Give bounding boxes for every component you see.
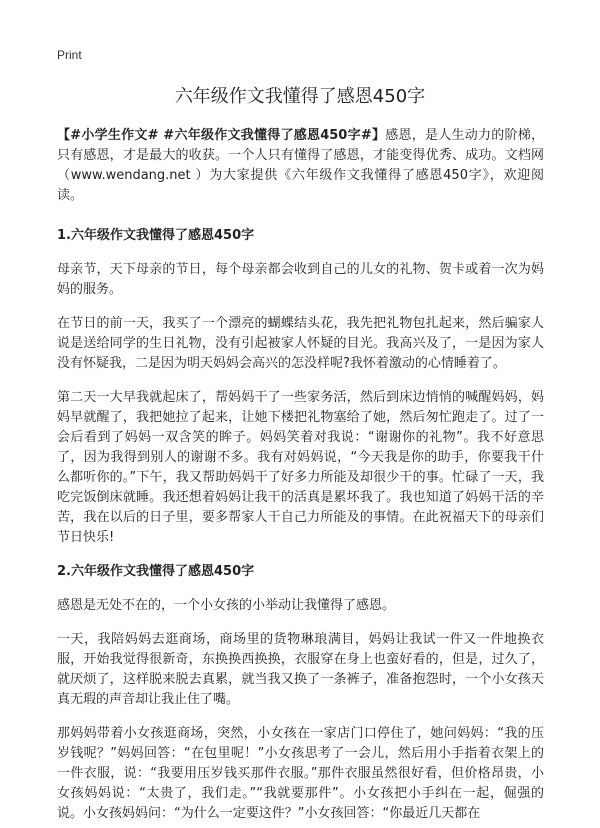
print-link[interactable]: Print (57, 48, 82, 62)
section-1-paragraph: 第二天一大早我就起床了，帮妈妈干了一些家务活，然后到床边悄悄的喊醒妈妈，妈妈早就醒了，我把她拉了起来，让她下楼把礼物塞给了她，然后匆忙跑走了。过了一会后看到了妈妈一双含笑的眸子。妈妈笑着对我说：“谢谢你的礼物”。我不好意思了，因为我得到别人的谢谢不多。我有对妈妈说，“今天我是你的助手，你要我干什么都听你的。”下午，我又帮助妈妈干了好多力所能及却很少干的事。忙碌了一天，我吃完饭倒床就睡。我还想着妈妈让我干的活真是累坏我了。我也知道了妈妈干活的辛苦，我在以后的日子里，要多帮家人干自己力所能及的事情。在此祝福天下的母亲们节日快乐! (57, 390, 544, 545)
section-2-paragraph: 那妈妈带着小女孩逛商场，突然，小女孩在一家店门口停住了，她问妈妈：“我的压岁钱呢？”妈妈回答：“在包里呢！”小女孩思考了一会儿，然后用小手指着衣架上的一件衣服，说：“我要用压岁钱买那件衣服。”那件衣服虽然很好看，但价格昂贵，小女孩妈妈说：“太贵了，我们走。”“我就要那件”。小女孩把小手纠在一起，倔强的说。小女孩妈妈问：“为什么一定要这件？”小女孩回答：“你最近几天都在 (57, 726, 544, 821)
section-1-heading: 1.六年级作文我懂得了感恩450字 (57, 228, 255, 243)
section-2-heading: 2.六年级作文我懂得了感恩450字 (57, 564, 255, 579)
intro-tag: 【#小学生作文# #六年级作文我懂得了感恩450字#】 (57, 128, 386, 143)
section-1-paragraph: 母亲节，天下母亲的节日，每个母亲都会收到自己的儿女的礼物、贺卡或着一次为妈妈的服务。 (57, 262, 544, 297)
section-2-paragraph: 一天，我陪妈妈去逛商场，商场里的货物琳琅满目，妈妈让我试一件又一件地换衣服，开始我觉得很新奇，东换换西换换，衣服穿在身上也蛮好看的，但是，过久了，就厌烦了，这样脱来脱去真累，就当我又换了一条裤子，准备抱怨时，一个小女孩天真无瑕的声音却让我止住了嘴。 (57, 632, 544, 707)
article-title: 六年级作文我懂得了感恩450字 (174, 86, 426, 107)
section-1-paragraph: 在节日的前一天，我买了一个漂亮的蝴蝶结头花，我先把礼物包扎起来，然后骗家人说是送给同学的生日礼物，没有引起被家人怀疑的目光。我高兴及了，一是因为家人没有怀疑我，二是因为明天妈妈会高兴的怎没样呢?我怀着激动的心情睡着了。 (57, 316, 544, 371)
section-2-paragraph: 感恩是无处不在的，一个小女孩的小举动让我懂得了感恩。 (57, 598, 396, 613)
intro-text: 感恩，是人生动力的阶梯，只有感恩，才是最大的收获。一个人只有懂得了感恩，才能变得优秀、成功。文档网（www.wendang.net ）为大家提供《六年级作文我懂得了感恩450字》，欢迎阅读。 (57, 128, 544, 203)
intro-paragraph (57, 126, 544, 206)
article-body (57, 126, 544, 828)
